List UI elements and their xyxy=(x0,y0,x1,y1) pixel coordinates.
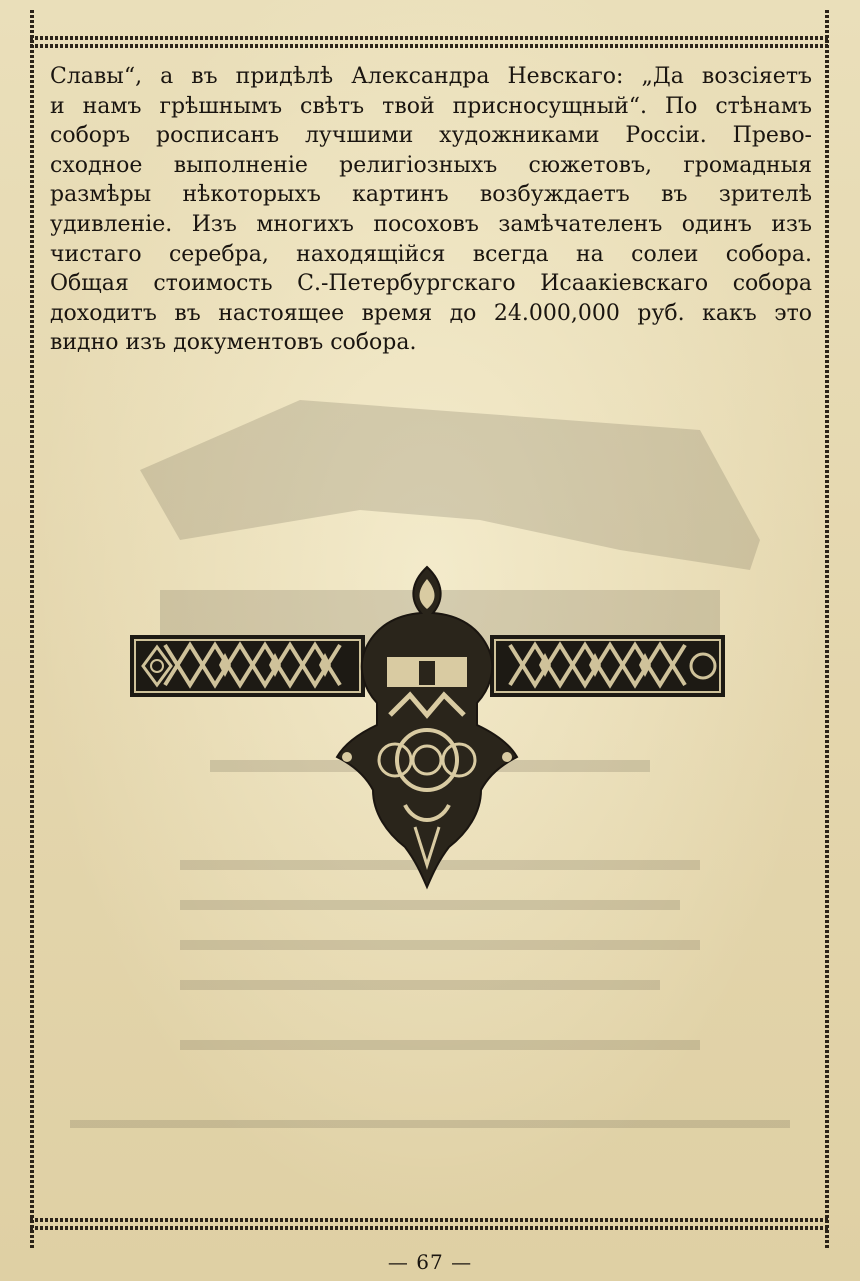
text-line: видно изъ документовъ собора. xyxy=(50,330,417,356)
frame-left-line xyxy=(30,10,34,1250)
text-line: доходитъ въ настоящее время до 24.000,000 руб. какъ это xyxy=(50,300,812,326)
text-line: Славы“, а въ придѣлѣ Александра Невскаго: „Да возсіяетъ xyxy=(50,64,812,89)
text-line: размѣры нѣкоторыхъ картинъ возбуждаетъ въ зрителѣ xyxy=(50,182,812,208)
text-line: сходное выполненіе религіозныхъ сюжетовъ, громадныя xyxy=(50,152,812,178)
ornament-bar-left xyxy=(130,635,365,697)
frame-bottom-line-inner xyxy=(30,1226,830,1230)
frame-bottom-line xyxy=(30,1218,830,1222)
ornament-illustration xyxy=(125,565,730,890)
frame-right-line xyxy=(825,10,829,1250)
frame-top-line-inner xyxy=(30,44,830,48)
text-line: Общая стоимость С.-Петербургскаго Исаакіевскаго собора xyxy=(50,271,812,297)
ornament-bar-right xyxy=(490,635,725,697)
frame-top-line xyxy=(30,36,830,40)
page-number: — 67 — xyxy=(387,1250,473,1274)
text-line: соборъ росписанъ лучшими художниками Россіи. Прево- xyxy=(50,123,812,149)
text-line: чистаго серебра, находящійся всегда на солеи собора. xyxy=(50,241,812,267)
main-text xyxy=(50,62,812,358)
ornament-pendant xyxy=(337,567,517,887)
text-line: удивленіе. Изъ многихъ посоховъ замѣчателенъ одинъ изъ xyxy=(50,211,812,237)
text-line: и намъ грѣшнымъ свѣтъ твой присносущный“. По стѣнамъ xyxy=(50,93,812,119)
